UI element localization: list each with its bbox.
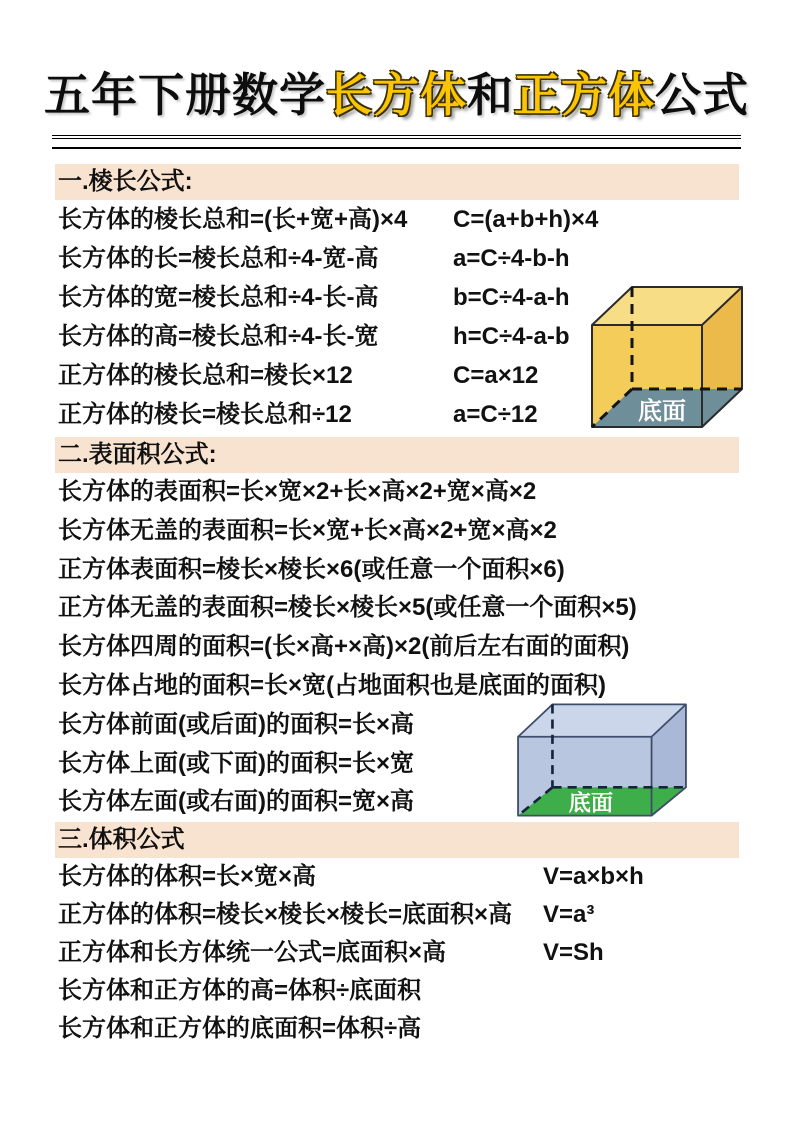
formula-cn: 长方体的宽=棱长总和÷4-长-高 <box>58 284 379 311</box>
formula-cn: 长方体的高=棱长总和÷4-长-宽 <box>58 323 379 350</box>
formula-cn: 长方体前面(或后面)的面积=长×高 <box>58 710 415 738</box>
formula-row <box>55 934 739 972</box>
title-text-2: 和 <box>467 70 514 121</box>
formula-cn: 长方体的棱长总和=(长+宽+高)×4 <box>58 206 408 233</box>
title-highlight-cube: 正方体 <box>514 70 655 121</box>
formula-cn: 正方体无盖的表面积=棱长×棱长×5(或任意一个面积×5) <box>58 594 637 622</box>
title-text-3: 公式 <box>655 70 749 121</box>
formula-symbolic: V=a×b×h <box>543 863 644 890</box>
cuboid-blue-diagram <box>512 698 692 820</box>
formula-cn: 长方体的表面积=长×宽×2+长×高×2+宽×高×2 <box>58 478 537 505</box>
title-divider <box>52 135 741 149</box>
formula-cn: 长方体的体积=长×宽×高 <box>58 863 317 890</box>
formula-cn: 长方体无盖的表面积=长×宽+长×高×2+宽×高×2 <box>58 516 557 544</box>
formula-cn: 正方体的棱长总和=棱长×12 <box>58 362 353 389</box>
formula-cn: 正方体和长方体统一公式=底面积×高 <box>58 939 447 966</box>
formula-cn: 长方体四周的面积=(长×高+×高)×2(前后左右面的面积) <box>58 633 630 661</box>
formula-cn: 长方体的长=棱长总和÷4-宽-高 <box>58 245 379 272</box>
section-heading: 二.表面积公式: <box>55 437 739 473</box>
base-face-label: 底面 <box>638 398 686 425</box>
formula-row <box>55 239 739 278</box>
section-heading: 一.棱长公式: <box>55 164 739 200</box>
formula-symbolic: a=C÷4-b-h <box>453 245 570 272</box>
section-heading: 三.体积公式 <box>55 822 739 858</box>
title-text-1: 五年下册数学 <box>44 70 326 121</box>
formula-cn: 长方体占地的面积=长×宽(占地面积也是底面的面积) <box>58 671 607 699</box>
formula-row <box>55 628 739 667</box>
formula-row <box>55 896 739 934</box>
formula-symbolic: b=C÷4-a-h <box>453 284 570 311</box>
title-highlight-cuboid: 长方体 <box>326 70 467 121</box>
formula-cn: 长方体左面(或右面)的面积=宽×高 <box>58 788 415 816</box>
formula-cn: 长方体和正方体的底面积=体积÷高 <box>58 1015 422 1042</box>
formula-symbolic: C=(a+b+h)×4 <box>453 206 599 233</box>
formula-row <box>55 512 739 551</box>
page-title <box>0 68 793 123</box>
formula-cn: 长方体上面(或下面)的面积=长×宽 <box>58 749 415 777</box>
formula-row <box>55 1010 739 1048</box>
formula-row <box>55 551 739 590</box>
formula-row <box>55 200 739 239</box>
formula-row <box>55 858 739 896</box>
formula-cn: 正方体表面积=棱长×棱长×6(或任意一个面积×6) <box>58 555 565 583</box>
formula-symbolic: C=a×12 <box>453 362 539 389</box>
formula-row <box>55 972 739 1010</box>
cuboid-yellow-diagram <box>586 278 748 432</box>
formula-cn: 正方体的体积=棱长×棱长×棱长=底面积×高 <box>58 901 513 928</box>
formula-row <box>55 589 739 628</box>
section-volume <box>55 822 739 1048</box>
formula-symbolic: V=a³ <box>543 901 595 928</box>
formula-symbolic: a=C÷12 <box>453 401 538 428</box>
formula-cn: 长方体和正方体的高=体积÷底面积 <box>58 977 422 1004</box>
base-face-label: 底面 <box>568 790 614 816</box>
formula-cn: 正方体的棱长=棱长总和÷12 <box>58 401 352 428</box>
formula-row <box>55 473 739 512</box>
formula-symbolic: V=Sh <box>543 939 604 966</box>
formula-symbolic: h=C÷4-a-b <box>453 323 570 350</box>
